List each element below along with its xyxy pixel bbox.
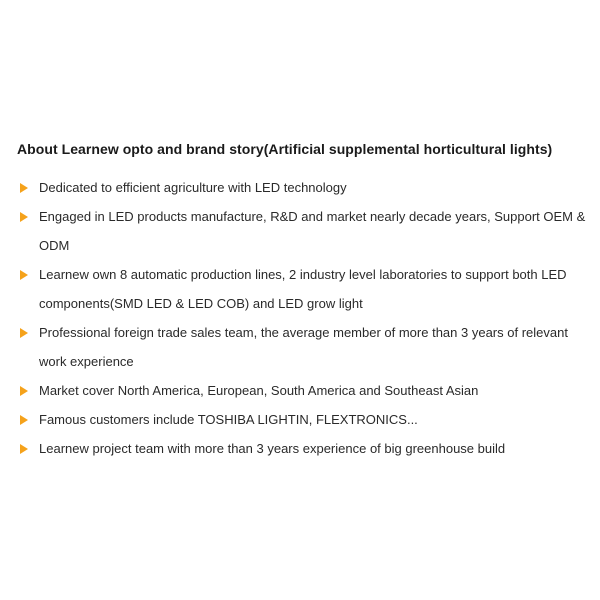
arrow-bullet-icon	[20, 328, 28, 338]
section-heading: About Learnew opto and brand story(Artificial supplemental horticultural lights)	[17, 141, 553, 157]
arrow-bullet-icon	[20, 415, 28, 425]
list-item-text: Dedicated to efficient agriculture with LED technology	[39, 180, 347, 195]
list-item-text: Market cover North America, European, South America and Southeast Asian	[39, 383, 479, 398]
list-item	[17, 434, 587, 463]
list-item-text: Professional foreign trade sales team, the average member of more than 3 years of relevant work experience	[39, 325, 568, 369]
list-item-text: Engaged in LED products manufacture, R&D and market nearly decade years, Support OEM & ODM	[39, 209, 586, 253]
list-item	[17, 405, 587, 434]
bullet-list	[17, 173, 587, 463]
list-item	[17, 318, 587, 376]
arrow-bullet-icon	[20, 212, 28, 222]
list-item-text: Learnew project team with more than 3 years experience of big greenhouse build	[39, 441, 506, 456]
arrow-bullet-icon	[20, 270, 28, 280]
arrow-bullet-icon	[20, 183, 28, 193]
content-section	[17, 140, 587, 463]
list-item	[17, 202, 587, 260]
list-item-text: Famous customers include TOSHIBA LIGHTIN, FLEXTRONICS...	[39, 412, 418, 427]
list-item-text: Learnew own 8 automatic production lines, 2 industry level laboratories to support both LED components(SMD LED & LED COB) and LED grow light	[39, 267, 567, 311]
list-item	[17, 173, 587, 202]
arrow-bullet-icon	[20, 386, 28, 396]
list-item	[17, 260, 587, 318]
arrow-bullet-icon	[20, 444, 28, 454]
list-item	[17, 376, 587, 405]
